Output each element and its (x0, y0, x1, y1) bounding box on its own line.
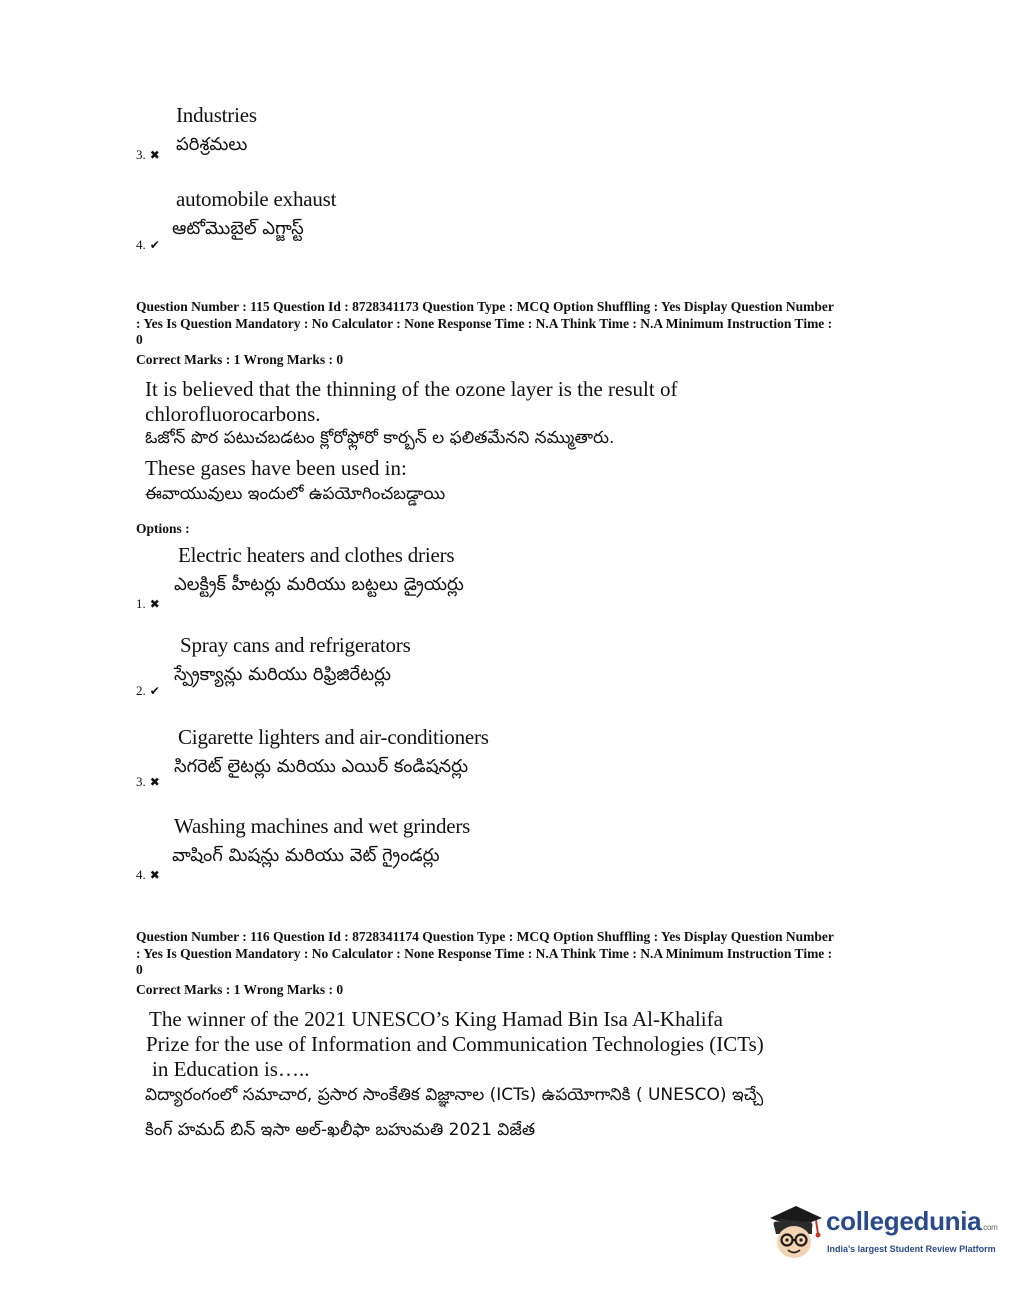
prev-option-3-english: Industries (176, 103, 257, 127)
q115-meta-line3: 0 (136, 332, 143, 347)
prev-option-4-label (136, 236, 160, 254)
wrong-mark-icon: ✖ (149, 775, 160, 789)
q116-text-english-3: in Education is….. (152, 1057, 310, 1081)
q115-option-3-english: Cigarette lighters and air-conditioners (178, 725, 489, 749)
q115-option-2-telugu: స్ప్రేక్యాన్లు మరియు రిఫ్రిజిరేటర్లు (174, 664, 392, 685)
q115-metadata (136, 299, 901, 349)
correct-check-icon: ✔ (149, 684, 160, 698)
prev-option-4-english: automobile exhaust (176, 187, 337, 211)
q116-text-english-1: The winner of the 2021 UNESCO’s King Hamad Bin Isa Al-Khalifa (149, 1007, 723, 1031)
q116-marks: Correct Marks : 1 Wrong Marks : 0 (136, 982, 344, 997)
q115-text-english-3: These gases have been used in: (145, 456, 407, 480)
wrong-mark-icon: ✖ (149, 868, 160, 882)
correct-check-icon: ✔ (149, 238, 160, 252)
wrong-mark-icon: ✖ (149, 148, 160, 162)
q115-marks: Correct Marks : 1 Wrong Marks : 0 (136, 352, 344, 367)
logo-name: collegedunia (826, 1206, 982, 1236)
q115-text-english-2: chlorofluorocarbons. (145, 402, 321, 426)
q116-meta-line2: : Yes Is Question Mandatory : No Calculator : None Response Time : N.A Think Time : N.A Minimum Instruction Time : (136, 945, 833, 961)
option-number: 3. (136, 147, 146, 162)
q115-text-english-1: It is believed that the thinning of the ozone layer is the result of (145, 377, 678, 401)
option-number: 1. (136, 596, 146, 611)
q116-text-english-2: Prize for the use of Information and Communication Technologies (ICTs) (146, 1032, 764, 1056)
q115-option-1-telugu: ఎలక్ట్రిక్ హీటర్లు మరియు బట్టలు డ్రైయర్లు (174, 574, 464, 595)
mascot-icon (766, 1200, 824, 1262)
prev-option-4-telugu: ఆటోమొబైల్ ఎగ్జాస్ట్ (172, 218, 304, 239)
collegedunia-logo (766, 1198, 996, 1270)
option-number: 3. (136, 774, 146, 789)
q115-options-label: Options : (136, 521, 190, 536)
prev-option-3-label (136, 146, 160, 164)
q116-meta-line3: 0 (136, 962, 143, 977)
q115-option-1-english: Electric heaters and clothes driers (178, 543, 455, 567)
option-number: 4. (136, 237, 146, 252)
q116-meta-line1: Question Number : 116 Question Id : 8728341174 Question Type : MCQ Option Shuffling : Yes Display Question Number (136, 929, 834, 944)
q116-text-telugu-1: విద్యారంగంలో సమాచార, ప్రసార సాంకేతిక విజ్ఞానాల (ICTs) ఉపయోగానికి ( UNESCO) ఇచ్చే (145, 1085, 764, 1105)
q115-meta-line2: : Yes Is Question Mandatory : No Calculator : None Response Time : N.A Think Time : N.A Minimum Instruction Time : (136, 315, 833, 331)
q115-text-telugu-1: ఓజోన్ పొర పటుచబడటం క్లోరోఫ్లోరో కార్బన్ ల ఫలితమేనని నమ్ముతారు. (145, 428, 615, 448)
q115-text-telugu-2: ఈవాయువులు ఇందులో ఉపయోగించబడ్డాయి (145, 484, 446, 504)
option-number: 2. (136, 683, 146, 698)
q115-meta-line1: Question Number : 115 Question Id : 8728341173 Question Type : MCQ Option Shuffling : Yes Display Question Number (136, 299, 834, 314)
q115-option-4-english: Washing machines and wet grinders (174, 814, 471, 838)
q115-option-4-label (136, 866, 160, 884)
logo-wordmark (826, 1206, 997, 1237)
q116-text-telugu-2: కింగ్ హమద్ బిన్ ఇసా అల్-ఖలీఫా బహుమతి 2021 విజేత (145, 1120, 536, 1140)
wrong-mark-icon: ✖ (149, 597, 160, 611)
option-number: 4. (136, 867, 146, 882)
q115-option-3-label (136, 773, 160, 791)
logo-tagline: India's largest Student Review Platform (827, 1244, 996, 1254)
q115-option-2-english: Spray cans and refrigerators (180, 633, 411, 657)
q115-option-2-label (136, 682, 160, 700)
q116-metadata (136, 929, 901, 979)
q115-option-1-label (136, 595, 160, 613)
q115-option-4-telugu: వాషింగ్ మిషన్లు మరియు వెట్ గ్రైండర్లు (172, 845, 440, 866)
prev-option-3-telugu: పరిశ్రమలు (176, 134, 248, 155)
q115-option-3-telugu: సిగరెట్ లైటర్లు మరియు ఎయిర్ కండిషనర్లు (174, 756, 469, 777)
logo-suffix: .com (981, 1223, 998, 1232)
